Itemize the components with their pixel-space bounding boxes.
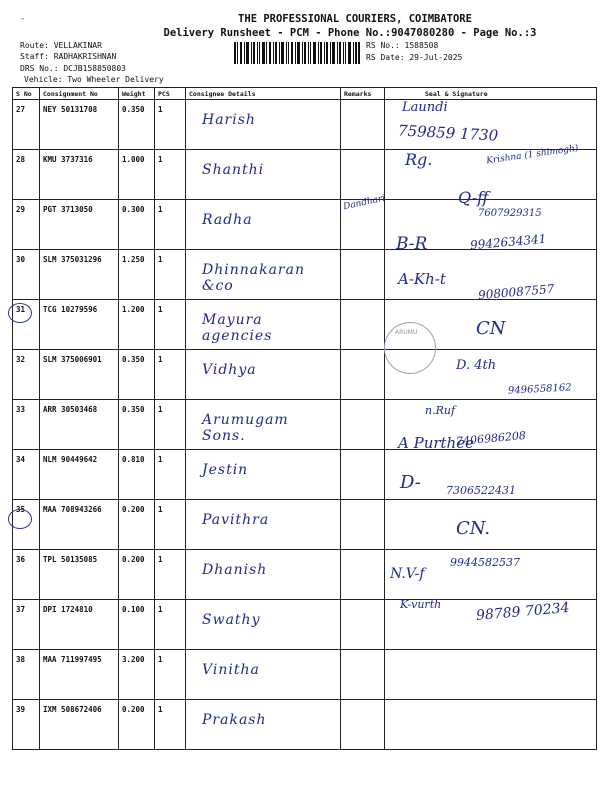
signature-number: 9944582537 (450, 556, 520, 569)
cell-sno: 39 (13, 700, 40, 750)
sno-circle-mark (8, 509, 32, 529)
cell-remarks (341, 500, 385, 550)
col-consignment: Consignment No (40, 88, 119, 100)
cell-pcs: 1 (155, 350, 186, 400)
signature-number: 7406986208 (455, 428, 527, 449)
side-note: Dandhari (342, 193, 387, 213)
cell-consignment: TPL 50135085 (40, 550, 119, 600)
cell-pcs: 1 (155, 400, 186, 450)
cell-pcs: 1 (155, 550, 186, 600)
rs-no-value: 1588508 (404, 41, 439, 50)
cell-remarks (341, 250, 385, 300)
cell-consignee: Pavithra (186, 500, 341, 550)
cell-consignee: Dhinnakaran &co (186, 250, 341, 300)
signature-note: Krishna (1 shimogh) (485, 143, 580, 167)
cell-weight: 1.200 (119, 300, 155, 350)
staff-value: RADHAKRISHNAN (53, 52, 117, 61)
cell-sno: 29 (13, 200, 40, 250)
cell-consignee: Mayura agencies (186, 300, 341, 350)
col-signature: Seal & Signature (385, 88, 597, 100)
cell-consignment: TCG 10279596 (40, 300, 119, 350)
cell-sno: 27 (13, 100, 40, 150)
cell-sno: 30 (13, 250, 40, 300)
cell-consignment: PGT 3713050 (40, 200, 119, 250)
cell-weight: 0.300 (119, 200, 155, 250)
company-name: THE PROFESSIONAL COURIERS, COIMBATORE (238, 13, 472, 25)
signature-number: 9080087557 (477, 281, 555, 303)
cell-sno: 38 (13, 650, 40, 700)
staff-label: Staff: (20, 52, 49, 61)
signature-number: 9496558162 (507, 382, 572, 397)
rs-no-label: RS No.: (366, 41, 400, 50)
rs-no-field (366, 41, 438, 50)
cell-pcs: 1 (155, 500, 186, 550)
cell-weight: 0.350 (119, 100, 155, 150)
signature-number: 98789 70234 (475, 599, 571, 625)
signature-scribble: K-vurth (400, 598, 442, 611)
cell-consignee: Vinitha (186, 650, 341, 700)
cell-remarks (341, 350, 385, 400)
signature-number: 7306522431 (446, 484, 516, 497)
col-pcs: PCS (155, 88, 186, 100)
runsheet-table (12, 87, 597, 750)
runsheet-title: Delivery Runsheet - PCM - Phone No.:9047080280 - Page No.:3 (163, 27, 537, 39)
cell-consignee: Dhanish (186, 550, 341, 600)
cell-consignee: Vidhya (186, 350, 341, 400)
table-row (13, 100, 597, 150)
signature-scribble: n.Ruf (425, 404, 456, 417)
cell-weight: 0.100 (119, 600, 155, 650)
signature-scribble: B-R (396, 234, 428, 254)
signature-scribble: Q-ff (458, 188, 489, 207)
drs-value: DCJB158850803 (63, 64, 126, 73)
stamp-text: ARUMU (395, 329, 418, 336)
cell-consignment: IXM 508672406 (40, 700, 119, 750)
cell-pcs: 1 (155, 200, 186, 250)
signature-scribble: A Purthee (398, 434, 474, 452)
signature-number: 759859 1730 (397, 121, 499, 145)
table-header (13, 88, 597, 100)
cell-sno: 34 (13, 450, 40, 500)
route-value: VELLAKINAR (53, 41, 102, 50)
cell-pcs: 1 (155, 700, 186, 750)
cell-signature (385, 650, 597, 700)
cell-sno: 32 (13, 350, 40, 400)
cell-consignee: Jestin (186, 450, 341, 500)
cell-remarks (341, 700, 385, 750)
col-sno: S No (13, 88, 40, 100)
col-weight: Weight (119, 88, 155, 100)
cell-sno: 28 (13, 150, 40, 200)
cell-sno: 33 (13, 400, 40, 450)
signature-scribble: D. 4th (456, 358, 497, 373)
cell-sno: 37 (13, 600, 40, 650)
signature-scribble: N.V-f (390, 566, 425, 582)
signature-scribble: CN (476, 318, 506, 339)
cell-weight: 0.200 (119, 500, 155, 550)
cell-consignee: Shanthi (186, 150, 341, 200)
cell-weight: 0.810 (119, 450, 155, 500)
vehicle-value: Two Wheeler Delivery (67, 75, 164, 84)
signature-scribble: Rg. (405, 150, 433, 169)
company-stamp (384, 322, 436, 374)
cell-consignment: MAA 708943266 (40, 500, 119, 550)
cell-consignment: SLM 375031296 (40, 250, 119, 300)
cell-consignee: Swathy (186, 600, 341, 650)
signature-scribble: D- (400, 472, 421, 493)
vehicle-field (24, 75, 164, 84)
cell-remarks (341, 100, 385, 150)
sno-circle-mark (8, 303, 32, 323)
cell-consignee: Radha (186, 200, 341, 250)
col-remarks: Remarks (341, 88, 385, 100)
cell-sno: 36 (13, 550, 40, 600)
cell-remarks (341, 550, 385, 600)
cell-remarks (341, 300, 385, 350)
route-field (20, 41, 102, 50)
cell-consignment: KMU 3737316 (40, 150, 119, 200)
cell-weight: 0.350 (119, 400, 155, 450)
cell-weight: 3.200 (119, 650, 155, 700)
cell-weight: 1.250 (119, 250, 155, 300)
cell-sno: 35 (13, 500, 40, 550)
cell-consignment: SLM 375006901 (40, 350, 119, 400)
cell-consignment: MAA 711997495 (40, 650, 119, 700)
cell-remarks (341, 650, 385, 700)
cell-pcs: 1 (155, 600, 186, 650)
cell-remarks (341, 450, 385, 500)
table-row (13, 650, 597, 700)
table-row (13, 500, 597, 550)
cell-weight: 0.350 (119, 350, 155, 400)
cell-consignment: ARR 30503468 (40, 400, 119, 450)
signature-scribble: CN. (456, 518, 491, 539)
rs-date-label: RS Date: (366, 53, 405, 62)
rs-date-field (366, 53, 462, 62)
cell-pcs: 1 (155, 150, 186, 200)
cell-consignment: NEY 50131708 (40, 100, 119, 150)
cell-consignment: DPI 1724810 (40, 600, 119, 650)
barcode (234, 42, 360, 64)
cell-signature (385, 500, 597, 550)
drs-label: DRS No.: (20, 64, 59, 73)
cell-remarks (341, 400, 385, 450)
staff-field (20, 52, 116, 61)
cell-remarks (341, 600, 385, 650)
cell-pcs: 1 (155, 650, 186, 700)
cell-weight: 1.000 (119, 150, 155, 200)
cell-consignee: Arumugam Sons. (186, 400, 341, 450)
vehicle-label: Vehicle: (24, 75, 63, 84)
signature-scribble: Laundi (402, 100, 448, 115)
cell-pcs: 1 (155, 300, 186, 350)
rs-date-value: 29-Jul-2025 (409, 53, 463, 62)
cell-consignee: Harish (186, 100, 341, 150)
cell-consignee: Prakash (186, 700, 341, 750)
route-label: Route: (20, 41, 49, 50)
table-row (13, 700, 597, 750)
corner-mark: - (20, 14, 26, 24)
signature-number: 9942634341 (469, 231, 547, 253)
cell-weight: 0.200 (119, 700, 155, 750)
signature-number: 7607929315 (478, 208, 542, 219)
cell-sno: 31 (13, 300, 40, 350)
cell-remarks (341, 150, 385, 200)
cell-consignment: NLM 90449642 (40, 450, 119, 500)
col-consignee: Consignee Details (186, 88, 341, 100)
drs-field (20, 64, 126, 73)
signature-scribble: A-Kh-t (398, 270, 446, 288)
cell-pcs: 1 (155, 250, 186, 300)
cell-pcs: 1 (155, 450, 186, 500)
cell-weight: 0.200 (119, 550, 155, 600)
cell-signature (385, 700, 597, 750)
cell-pcs: 1 (155, 100, 186, 150)
table-row (13, 300, 597, 350)
